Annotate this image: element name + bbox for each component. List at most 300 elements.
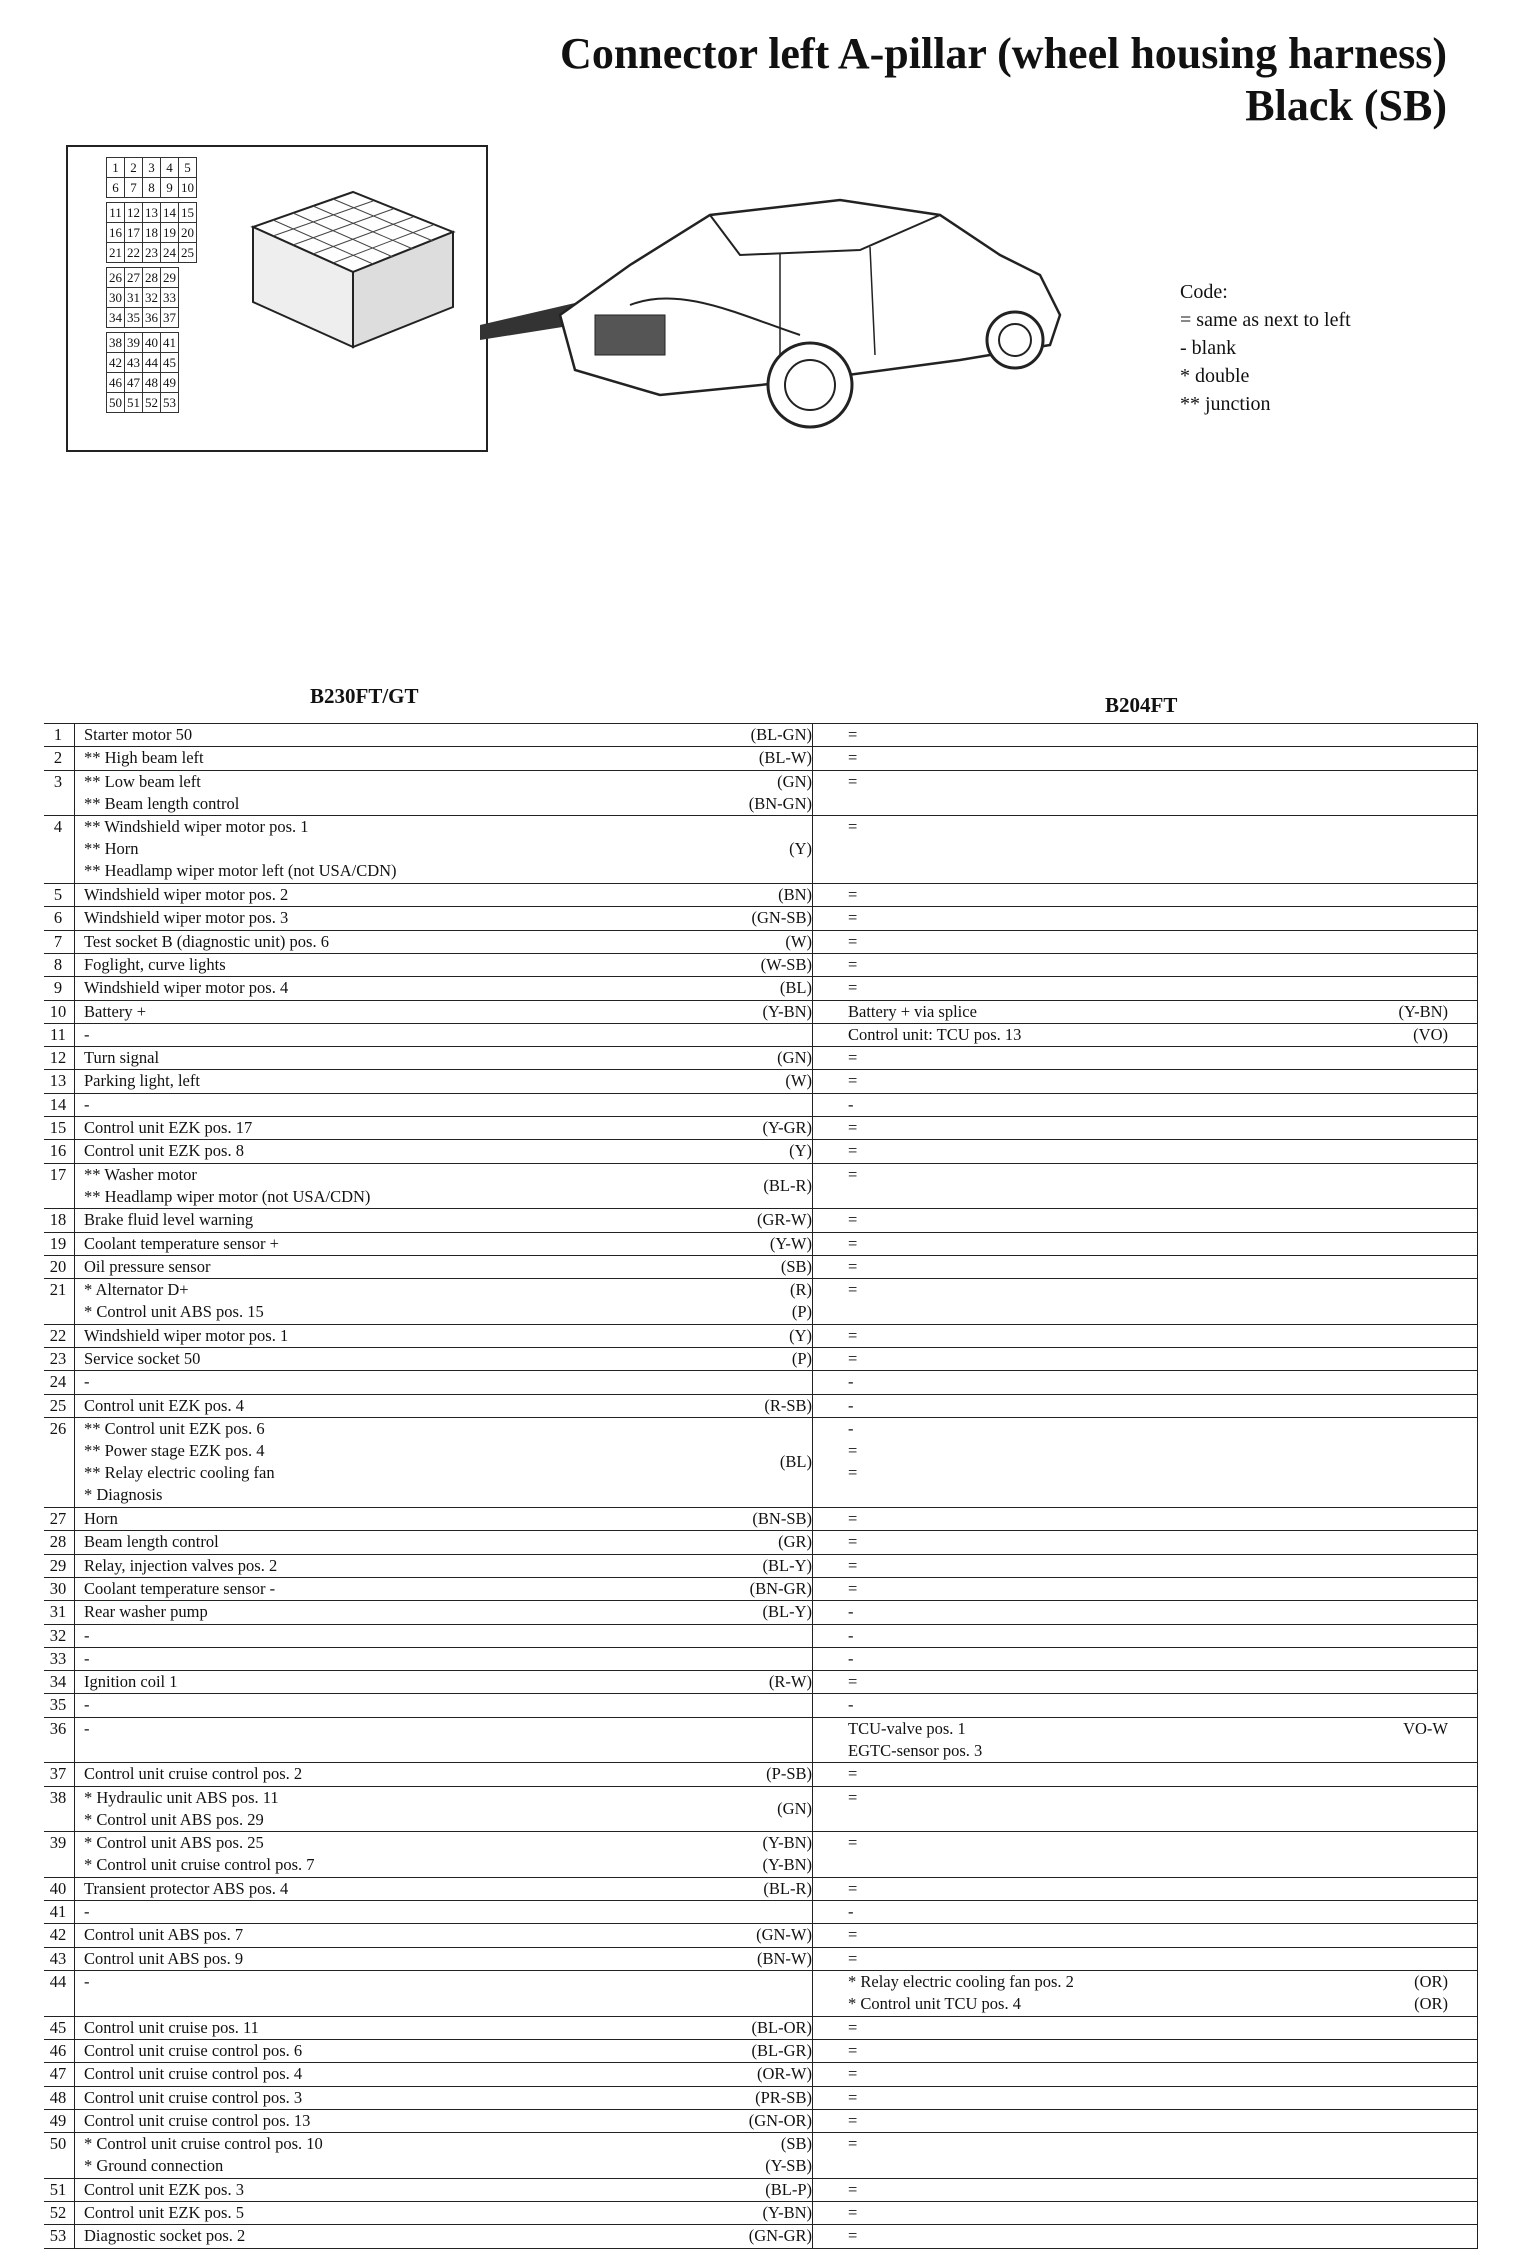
- wire-color-line: (GN-OR): [748, 2110, 812, 2130]
- wire-color: [614, 1531, 812, 1553]
- wire-color-line: (BL-GN): [750, 725, 812, 744]
- table-row: [44, 1670, 1478, 1693]
- pin-cell: 13: [143, 203, 161, 223]
- b204-description-line: -: [848, 1602, 854, 1622]
- wire-color-line: (Y): [789, 839, 812, 859]
- pin-description-line: Control unit EZK pos. 8: [84, 1141, 244, 1161]
- wire-color-line: (Y-BN): [762, 1833, 812, 1853]
- table-divider: [1477, 2110, 1478, 2132]
- wire-color-line: (W): [785, 931, 812, 951]
- pin-number: 1: [53, 725, 63, 744]
- pin-cell: 52: [143, 393, 161, 413]
- pin-description: [84, 1395, 244, 1417]
- table-row: [44, 1278, 1478, 1324]
- wire-color-line: (GR): [778, 1532, 812, 1552]
- b204-description-line: =: [848, 1925, 858, 1945]
- table-divider: [74, 747, 75, 769]
- table-divider: [1477, 2063, 1478, 2085]
- pin-description: [84, 1787, 279, 1831]
- table-divider: [1477, 2040, 1478, 2062]
- table-divider: [1477, 1787, 1478, 1832]
- b204-description: [812, 1117, 1468, 1139]
- wire-color-line: (BL-R): [763, 1878, 812, 1898]
- table-row: [44, 1046, 1478, 1069]
- table-divider: [74, 1348, 75, 1370]
- pin-cell: 20: [179, 223, 197, 243]
- table-divider: [74, 1648, 75, 1670]
- pin-description: [84, 1348, 200, 1370]
- wire-color: [614, 2133, 812, 2177]
- table-row: [44, 906, 1478, 929]
- pin-number: 16: [49, 1141, 67, 1161]
- wire-color: [614, 977, 812, 999]
- table-divider: [1477, 1418, 1478, 1507]
- b204-description-line: =: [848, 1048, 858, 1068]
- table-divider: [74, 2110, 75, 2132]
- pin-cell: 2: [125, 158, 143, 178]
- wire-color: [614, 2202, 812, 2224]
- table-row: [44, 2062, 1478, 2085]
- table-row: [44, 746, 1478, 769]
- pin-cell: 37: [161, 308, 179, 328]
- pin-number: 25: [49, 1395, 67, 1415]
- pin-number: 17: [49, 1164, 67, 1184]
- pin-cell: 48: [143, 373, 161, 393]
- table-row: [44, 1624, 1478, 1647]
- table-divider: [74, 2063, 75, 2085]
- pin-description-line: -: [84, 1094, 90, 1114]
- wire-color: [614, 1175, 812, 1197]
- b204-description-line: * Relay electric cooling fan pos. 2: [848, 1972, 1074, 1992]
- pin-cell: 43: [125, 353, 143, 373]
- wire-color: [614, 1798, 812, 1820]
- pin-description-line: -: [84, 1024, 90, 1044]
- pin-description-line: ** Relay electric cooling fan: [84, 1462, 275, 1482]
- b204-description-line: =: [848, 1532, 858, 1552]
- page-title: Connector left A-pillar (wheel housing harness): [560, 29, 1447, 78]
- pin-number: 4: [53, 817, 63, 837]
- pin-number: 24: [49, 1372, 67, 1392]
- table-row: [44, 1577, 1478, 1600]
- b204-description: [812, 1901, 1468, 1923]
- code-item: = same as next to left: [1180, 309, 1351, 331]
- b204-description-line: * Control unit TCU pos. 4: [848, 1994, 1021, 2014]
- pin-description-line: Oil pressure sensor: [84, 1256, 211, 1276]
- table-row: [44, 1530, 1478, 1553]
- table-row: [44, 2109, 1478, 2132]
- pin-number: 50: [49, 2134, 67, 2154]
- pin-number: 42: [49, 1925, 67, 1945]
- pin-description-line: Beam length control: [84, 1532, 219, 1552]
- pin-cell: 31: [125, 288, 143, 308]
- b204-description-line: Control unit: TCU pos. 13: [848, 1024, 1022, 1044]
- b204-description: [812, 2179, 1468, 2201]
- pin-description: [84, 1233, 279, 1255]
- pin-description: [84, 884, 288, 906]
- pin-description: [84, 771, 239, 815]
- wire-color-line: (SB): [780, 1256, 812, 1276]
- b204-wire-color-line: (Y-BN): [1398, 1001, 1448, 1021]
- table-row: [44, 2039, 1478, 2062]
- table-row: [44, 1347, 1478, 1370]
- b204-description-line: =: [848, 1118, 858, 1138]
- b204-description-line: -: [848, 1094, 854, 1114]
- table-divider: [74, 1047, 75, 1069]
- b204-description: [812, 2133, 1468, 2155]
- b204-description-line: =: [848, 1555, 858, 1575]
- table-divider: [1477, 1924, 1478, 1946]
- table-divider: [1477, 907, 1478, 929]
- table-row: [44, 1394, 1478, 1417]
- table-divider: [1477, 2202, 1478, 2224]
- b204-description: [812, 816, 1468, 838]
- table-divider: [1477, 771, 1478, 816]
- b204-description-line: =: [848, 1787, 858, 1807]
- b204-description-line: =: [848, 1672, 858, 1692]
- table-divider: [1477, 1555, 1478, 1577]
- table-divider: [74, 1924, 75, 1946]
- table-divider: [74, 1233, 75, 1255]
- pin-cell: 29: [161, 268, 179, 288]
- pin-description-line: ** Horn: [84, 839, 139, 859]
- pin-cell: 50: [107, 393, 125, 413]
- b204-description: [812, 2063, 1468, 2085]
- wire-color: [614, 1070, 812, 1092]
- b204-description: [812, 1694, 1468, 1716]
- wire-color: [614, 1209, 812, 1231]
- b204-description-line: -: [848, 1648, 854, 1668]
- b204-description: [812, 2017, 1468, 2039]
- wire-color-line: (Y-BN): [762, 1855, 812, 1875]
- pin-number: 23: [49, 1349, 67, 1369]
- table-divider: [74, 1024, 75, 1046]
- pin-cell: 1: [107, 158, 125, 178]
- b204-wire-color-line: VO-W: [1403, 1718, 1448, 1738]
- wire-color: [614, 1256, 812, 1278]
- wire-color-line: (P-SB): [766, 1764, 812, 1784]
- b204-description: [812, 1001, 1468, 1023]
- pin-description: [84, 1371, 90, 1393]
- b204-description: [812, 977, 1468, 999]
- table-row: [44, 1554, 1478, 1577]
- b204-description: [812, 1671, 1468, 1693]
- b204-wire-color: [1414, 1971, 1448, 2015]
- b204-description: [812, 1024, 1468, 1046]
- table-divider: [74, 1140, 75, 1162]
- pin-cell: 7: [125, 178, 143, 198]
- wire-color: [614, 1832, 812, 1876]
- pin-description: [84, 2110, 310, 2132]
- b204-description-line: -: [848, 1902, 854, 1922]
- table-divider: [1477, 1001, 1478, 1023]
- table-row: [44, 1417, 1478, 1507]
- wire-color-line: (GN-GR): [748, 2226, 812, 2246]
- pin-description: [84, 2063, 302, 2085]
- table-divider: [1477, 1209, 1478, 1231]
- table-row: [44, 1093, 1478, 1116]
- pin-description: [84, 1948, 243, 1970]
- b204-description: [812, 884, 1468, 906]
- pin-description-line: Rear washer pump: [84, 1602, 208, 1622]
- pin-assignment-table: [44, 723, 1478, 2249]
- pin-number: 19: [49, 1233, 67, 1253]
- table-row: [44, 815, 1478, 883]
- wire-color-line: (W): [785, 1071, 812, 1091]
- code-heading: Code:: [1180, 281, 1228, 303]
- table-row: [44, 976, 1478, 999]
- pin-number: 30: [49, 1578, 67, 1598]
- b204-wire-color-line: (OR): [1414, 1972, 1448, 1992]
- pin-cell: 12: [125, 203, 143, 223]
- wire-color: [614, 1348, 812, 1370]
- pin-cell: 10: [179, 178, 197, 198]
- pin-description-line: -: [84, 1372, 90, 1392]
- pin-description: [84, 1047, 159, 1069]
- pin-description-line: -: [84, 1718, 90, 1738]
- pin-cell: 39: [125, 333, 143, 353]
- wire-color-line: (W-SB): [760, 954, 812, 974]
- pin-number: 47: [49, 2064, 67, 2084]
- pin-description-line: * Ground connection: [84, 2156, 224, 2176]
- table-row: [44, 770, 1478, 816]
- pin-description-line: Control unit cruise control pos. 6: [84, 2040, 303, 2060]
- table-row: [44, 2201, 1478, 2224]
- b204-description: [812, 1140, 1468, 1162]
- b204-description: [812, 1718, 1468, 1762]
- table-divider: [1477, 931, 1478, 953]
- wire-color-line: (BN-GN): [748, 793, 812, 813]
- table-divider: [74, 1508, 75, 1530]
- pin-number: 28: [49, 1532, 67, 1552]
- b204-description-line: TCU-valve pos. 1: [848, 1718, 966, 1738]
- pin-number: 12: [49, 1048, 67, 1068]
- pin-description: [84, 1024, 90, 1046]
- table-divider: [1477, 747, 1478, 769]
- pin-description: [84, 1901, 90, 1923]
- wire-color: [614, 1578, 812, 1600]
- wire-color-line: (BL): [779, 978, 812, 998]
- pin-description-line: ** Washer motor: [84, 1164, 197, 1184]
- pin-cell: 14: [161, 203, 179, 223]
- code-item: * double: [1180, 365, 1250, 387]
- pin-number: 8: [53, 954, 63, 974]
- wire-color-line: (BN-W): [757, 1948, 812, 1968]
- table-row: [44, 1370, 1478, 1393]
- pin-description: [84, 1531, 219, 1553]
- table-divider: [1477, 1047, 1478, 1069]
- pin-cell: 17: [125, 223, 143, 243]
- pin-description: [84, 2179, 244, 2201]
- pin-description-line: Transient protector ABS pos. 4: [84, 1878, 289, 1898]
- pin-description: [84, 724, 192, 746]
- wire-color: [614, 1924, 812, 1946]
- pin-description: [84, 1878, 288, 1900]
- pin-description: [84, 1671, 178, 1693]
- b204-description-line: -: [848, 1395, 854, 1415]
- pin-description-line: ** Low beam left: [84, 771, 201, 791]
- pin-number: 11: [50, 1024, 66, 1044]
- table-row: [44, 1000, 1478, 1023]
- pin-description-line: ** Headlamp wiper motor (not USA/CDN): [84, 1186, 371, 1206]
- table-divider: [1477, 1325, 1478, 1347]
- pin-number: 44: [49, 1972, 67, 1992]
- pin-cell: 47: [125, 373, 143, 393]
- table-divider: [74, 907, 75, 929]
- table-divider: [1477, 1508, 1478, 1530]
- pin-description: [84, 1070, 200, 1092]
- pin-cell: 18: [143, 223, 161, 243]
- table-divider: [1477, 2179, 1478, 2201]
- connector-illustration: [66, 145, 488, 452]
- wire-color: [614, 1671, 812, 1693]
- b204-description-line: =: [848, 817, 858, 837]
- table-row: [44, 1717, 1478, 1763]
- pin-description: [84, 907, 288, 929]
- table-row: [44, 1923, 1478, 1946]
- table-divider: [74, 1094, 75, 1116]
- table-divider: [1477, 1371, 1478, 1393]
- table-divider: [1477, 1164, 1478, 1209]
- pin-description: [84, 2133, 323, 2177]
- pin-cell: 11: [107, 203, 125, 223]
- pin-cell: 38: [107, 333, 125, 353]
- pin-number: 53: [49, 2226, 67, 2246]
- table-divider: [74, 1787, 75, 1832]
- wire-color-line: (GR-W): [757, 1210, 812, 1230]
- pin-description-line: Control unit ABS pos. 7: [84, 1925, 244, 1945]
- b204-description: [812, 1325, 1468, 1347]
- pin-description-line: * Hydraulic unit ABS pos. 11: [84, 1787, 279, 1807]
- table-divider: [1477, 1648, 1478, 1670]
- wire-color-line: (BL-Y): [762, 1602, 812, 1622]
- table-divider: [74, 1371, 75, 1393]
- pin-block: [106, 332, 179, 413]
- pin-cell: 24: [161, 243, 179, 263]
- table-divider: [74, 1901, 75, 1923]
- table-row: [44, 1786, 1478, 1832]
- wire-color: [614, 954, 812, 976]
- pin-description: [84, 1325, 288, 1347]
- table-row: [44, 2016, 1478, 2039]
- pin-number: 7: [53, 931, 63, 951]
- pin-description: [84, 954, 226, 976]
- pin-description: [84, 1001, 146, 1023]
- pin-cell: 40: [143, 333, 161, 353]
- pin-description-line: * Diagnosis: [84, 1484, 163, 1504]
- b204-description-line: =: [848, 771, 858, 791]
- pin-description: [84, 1164, 370, 1208]
- table-divider: [1477, 1117, 1478, 1139]
- pin-cell: 32: [143, 288, 161, 308]
- wire-color: [614, 2087, 812, 2109]
- wire-color: [614, 1555, 812, 1577]
- b204-description: [812, 1348, 1468, 1370]
- table-divider: [74, 1832, 75, 1877]
- table-row: [44, 2224, 1478, 2248]
- b204-description: [812, 747, 1468, 769]
- table-row: [44, 1877, 1478, 1900]
- wire-color-line: (Y-GR): [762, 1118, 812, 1138]
- wire-color-line: (GN-SB): [751, 908, 812, 928]
- b204-description: [812, 724, 1468, 746]
- pin-description-line: Ignition coil 1: [84, 1672, 178, 1692]
- pin-number: 20: [49, 1256, 67, 1276]
- b204-description-line: =: [848, 1233, 858, 1253]
- table-row: [44, 1947, 1478, 1970]
- pin-description-line: Foglight, curve lights: [84, 954, 226, 974]
- wire-color: [614, 2063, 812, 2085]
- wire-color-line: (R-SB): [764, 1395, 812, 1415]
- table-divider: [74, 1531, 75, 1553]
- table-row: [44, 930, 1478, 953]
- table-divider: [1477, 1140, 1478, 1162]
- table-divider: [1477, 954, 1478, 976]
- table-divider: [74, 1164, 75, 1209]
- pin-cell: 30: [107, 288, 125, 308]
- b204-description: [812, 1508, 1468, 1530]
- b204-description: [812, 2040, 1468, 2062]
- pin-number: 45: [49, 2017, 67, 2037]
- pin-number: 35: [49, 1695, 67, 1715]
- pin-number: 27: [49, 1509, 67, 1529]
- table-divider: [74, 954, 75, 976]
- table-divider: [74, 1070, 75, 1092]
- table-divider: [74, 884, 75, 906]
- pin-description-line: Service socket 50: [84, 1349, 201, 1369]
- b204-description-line: =: [848, 908, 858, 928]
- b204-description: [812, 1648, 1468, 1670]
- b204-description: [812, 1578, 1468, 1600]
- b204-description-line: =: [848, 1141, 858, 1161]
- table-divider: [74, 1763, 75, 1785]
- wire-color-line: (OR-W): [757, 2064, 812, 2084]
- b204-description: [812, 2202, 1468, 2224]
- table-divider: [74, 931, 75, 953]
- wire-color: [614, 1001, 812, 1023]
- b204-description-line: =: [848, 1440, 858, 1460]
- table-divider: [1477, 1024, 1478, 1046]
- pin-description: [84, 1555, 277, 1577]
- table-divider: [1477, 1971, 1478, 2016]
- pin-description-line: Test socket B (diagnostic unit) pos. 6: [84, 931, 329, 951]
- table-divider: [1477, 1348, 1478, 1370]
- pin-description-line: * Control unit ABS pos. 29: [84, 1809, 264, 1829]
- pin-number: 40: [49, 1878, 67, 1898]
- b204-description-line: Battery + via splice: [848, 1001, 977, 1021]
- table-divider: [74, 816, 75, 883]
- pin-block: [106, 267, 179, 328]
- b204-description-line: =: [848, 2110, 858, 2130]
- table-row: [44, 953, 1478, 976]
- table-row: [44, 1255, 1478, 1278]
- pin-description-line: Windshield wiper motor pos. 1: [84, 1325, 289, 1345]
- b204-description: [812, 1233, 1468, 1255]
- pin-cell: 42: [107, 353, 125, 373]
- wire-color: [614, 907, 812, 929]
- table-divider: [1477, 1671, 1478, 1693]
- b204-description-line: =: [848, 1578, 858, 1598]
- pin-number: 3: [53, 771, 63, 791]
- table-divider: [1477, 1256, 1478, 1278]
- table-divider: [1477, 1625, 1478, 1647]
- b204-description-line: -: [848, 1625, 854, 1645]
- table-divider: [1477, 724, 1478, 746]
- pin-number: 22: [49, 1325, 67, 1345]
- pin-cell: 15: [179, 203, 197, 223]
- table-row: [44, 1324, 1478, 1347]
- table-row: [44, 1647, 1478, 1670]
- pin-number: 9: [53, 978, 63, 998]
